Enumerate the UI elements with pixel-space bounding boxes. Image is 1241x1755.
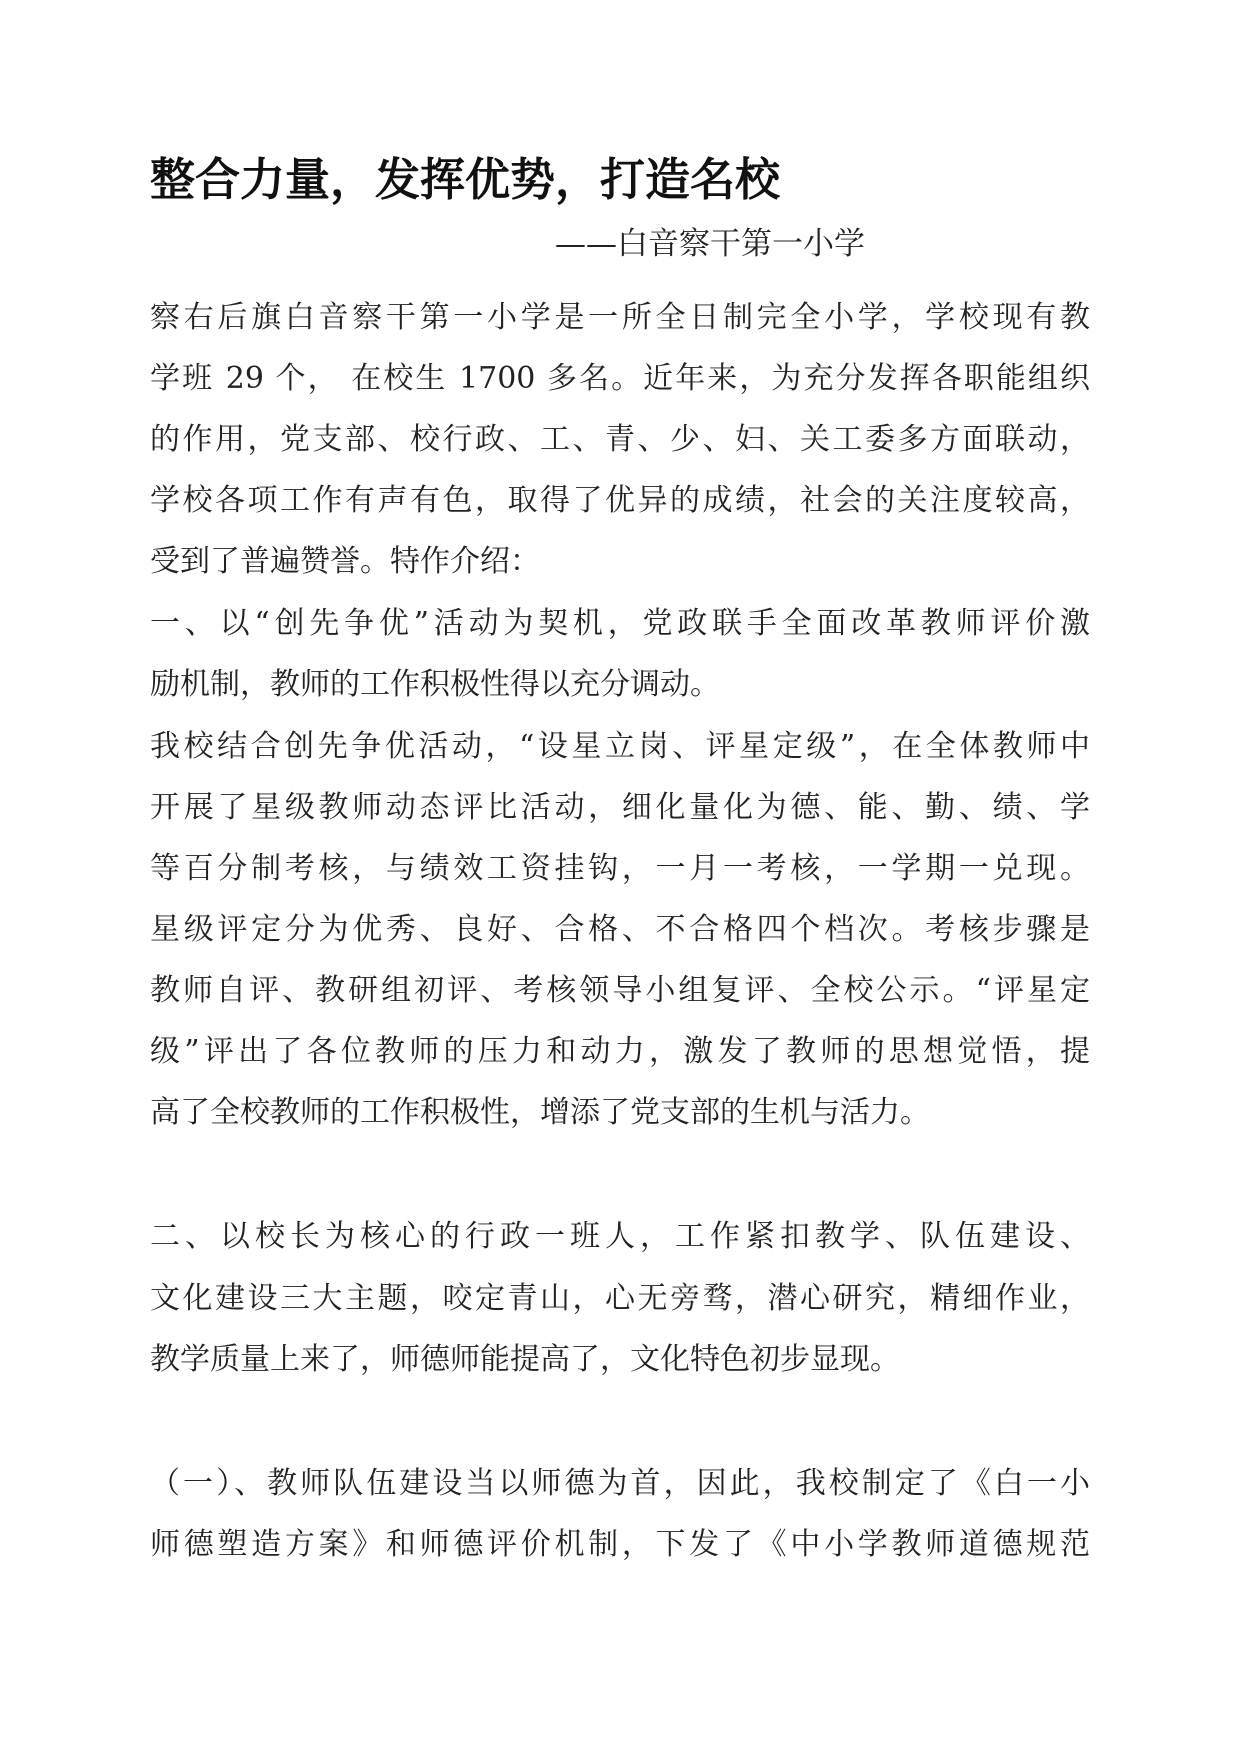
body-line: 教师自评、教研组初评、考核领导小组复评、全校公示。“评星定: [150, 973, 1090, 1008]
body-line: 受到了普遍赞誉。特作介绍：: [150, 544, 540, 579]
body-line: 开展了星级教师动态评比活动，细化量化为德、能、勤、绩、学: [150, 790, 1090, 825]
body-line: 高了全校教师的工作积极性，增添了党支部的生机与活力。: [150, 1095, 930, 1130]
body-line: 星级评定分为优秀、良好、合格、不合格四个档次。考核步骤是: [150, 912, 1090, 947]
body-line: 级”评出了各位教师的压力和动力，激发了教师的思想觉悟，提: [150, 1034, 1090, 1069]
body-line: 师德塑造方案》和师德评价机制，下发了《中小学教师道德规范: [150, 1527, 1090, 1562]
page-subtitle: ——白音察干第一小学: [555, 226, 865, 262]
section-heading-line: 教学质量上来了，师德师能提高了，文化特色初步显现。: [150, 1342, 900, 1377]
section-heading-line: 一、以“创先争优”活动为契机，党政联手全面改革教师评价激: [150, 606, 1090, 641]
body-line: 的作用，党支部、校行政、工、青、少、妇、关工委多方面联动，: [150, 422, 1090, 457]
body-line: 察右后旗白音察干第一小学是一所全日制完全小学，学校现有教: [150, 300, 1090, 335]
section-heading-line: 二、以校长为核心的行政一班人，工作紧扣教学、队伍建设、: [150, 1219, 1090, 1254]
section-heading-line: 励机制，教师的工作积极性得以充分调动。: [150, 667, 720, 702]
body-line: 等百分制考核，与绩效工资挂钩，一月一考核，一学期一兑现。: [150, 851, 1090, 886]
body-line: 我校结合创先争优活动，“设星立岗、评星定级”，在全体教师中: [150, 729, 1090, 764]
body-line: 学班 29 个， 在校生 1700 多名。近年来，为充分发挥各职能组织: [150, 361, 1090, 396]
body-line: 学校各项工作有声有色，取得了优异的成绩，社会的关注度较高，: [150, 483, 1090, 518]
page-title: 整合力量，发挥优势，打造名校: [150, 153, 781, 206]
body-line: （一）、教师队伍建设当以师德为首，因此，我校制定了《白一小: [150, 1466, 1090, 1501]
section-heading-line: 文化建设三大主题，咬定青山，心无旁骛，潜心研究，精细作业，: [150, 1281, 1090, 1316]
